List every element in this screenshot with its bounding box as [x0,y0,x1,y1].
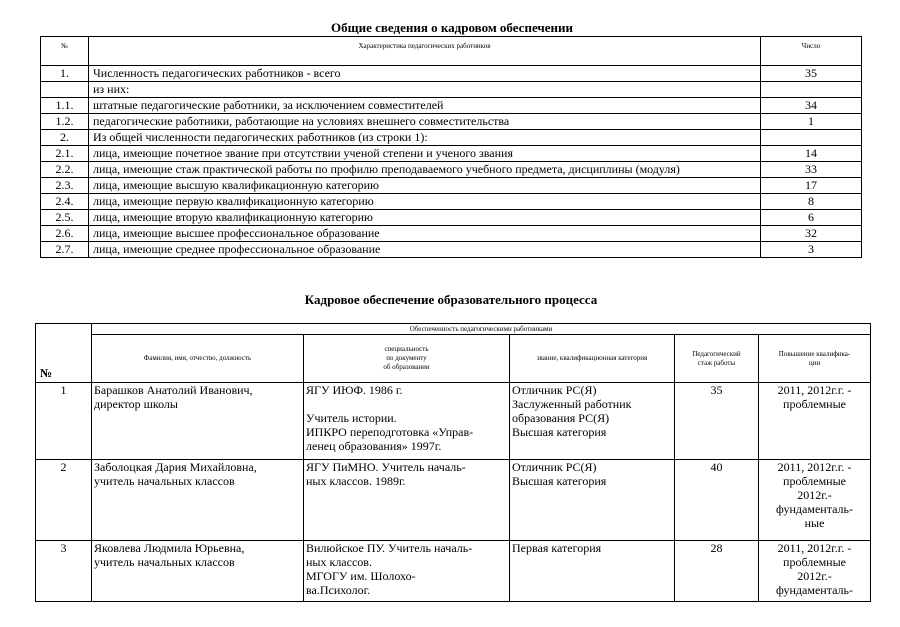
row-number: 1. [41,66,89,82]
table2-title: Кадровое обеспечение образовательного процесса [304,292,598,307]
specialty-line: ва.Психолог. [306,583,371,597]
header-specialty-line: об образовании [383,363,430,371]
header-specialty-line: специальность [384,345,429,353]
cell-rank [510,460,675,541]
rank-line: Высшая категория [512,474,607,488]
specialty-line: ленец образования» 1997г. [306,439,442,453]
table-row [41,178,862,194]
table-row [41,162,862,178]
cell-name [92,541,304,602]
training-line: 2011, 2012г.г. - [777,541,852,555]
row-label: педагогические работники, работающие на условиях внешнего совместительства [89,114,761,130]
staffing-summary-table [40,36,862,258]
specialty-line: МГОГУ им. Шолохо- [306,569,416,583]
cell-experience: 28 [675,541,759,602]
header-no: № [41,37,89,66]
row-number: 2.3. [41,178,89,194]
row-value: 3 [761,242,862,258]
name-line: учитель начальных классов [94,555,235,569]
table-row [41,210,862,226]
row-number: 2.7. [41,242,89,258]
name-line: Яковлева Людмила Юрьевна, [94,541,245,555]
table-row [41,242,862,258]
row-number: 2.2. [41,162,89,178]
row-number: 2 [36,460,92,541]
table-header-row [41,37,862,66]
cell-experience: 35 [675,383,759,460]
specialty-line: Учитель истории. [306,411,397,425]
training-line: 2012г.- [797,569,832,583]
table-row [41,82,862,98]
row-number: 2.4. [41,194,89,210]
training-line: проблемные [783,555,846,569]
header-training-line: ции [808,358,821,367]
row-number: 1.1. [41,98,89,114]
header-experience [675,335,759,383]
row-number: 2. [41,130,89,146]
header-characteristic: Характеристика педагогических работников [89,37,761,66]
cell-specialty [304,460,510,541]
name-line: учитель начальных классов [94,474,235,488]
header-no: № [36,324,92,383]
specialty-line: Вилюйское ПУ. Учитель началь- [306,541,473,555]
row-value: 14 [761,146,862,162]
header-count: Число [761,37,862,66]
cell-training [759,383,871,460]
row-value: 17 [761,178,862,194]
specialty-line [306,397,507,411]
cell-training [759,460,871,541]
rank-line: Заслуженный работник [512,397,632,411]
header-experience-line: стаж работы [697,358,736,367]
specialty-line: ЯГУ ПиМНО. Учитель началь- [306,460,466,474]
cell-specialty [304,383,510,460]
training-line: проблемные [783,474,846,488]
specialty-line: ЯГУ ИЮФ. 1986 г. [306,383,403,397]
training-line: 2012г.- [797,488,832,502]
specialty-line: ных классов. [306,555,372,569]
table-row [36,383,871,460]
rank-line: Отличник РС(Я) [512,383,597,397]
row-label: Из общей численности педагогических работников (из строки 1): [89,130,761,146]
row-number: 1 [36,383,92,460]
cell-rank [510,383,675,460]
row-label: из них: [89,82,761,98]
row-label: штатные педагогические работники, за исключением совместителей [89,98,761,114]
header-rank: звание, квалификационная категория [510,335,675,383]
row-label: лица, имеющие высшую квалификационную категорию [89,178,761,194]
training-line: 2011, 2012г.г. - [777,460,852,474]
cell-specialty [304,541,510,602]
cell-name [92,460,304,541]
cell-training [759,541,871,602]
name-line: директор школы [94,397,178,411]
header-experience-line: Педагогический [692,349,741,358]
row-value: 32 [761,226,862,242]
table-row [41,194,862,210]
training-line: фундаменталь- [776,583,853,597]
row-value: 35 [761,66,862,82]
training-line: проблемные [783,397,846,411]
header-group: Обеспеченность педагогическими работниками [92,324,871,335]
row-value: 33 [761,162,862,178]
table-row [41,130,862,146]
row-value: 1 [761,114,862,130]
name-line: Барашков Анатолий Иванович, [94,383,253,397]
training-line: ные [804,516,825,530]
header-training [759,335,871,383]
rank-line: Отличник РС(Я) [512,460,597,474]
staff-list-table [35,323,871,602]
table-row [36,460,871,541]
header-training-line: Повышение квалифика- [778,349,851,358]
cell-experience: 40 [675,460,759,541]
cell-name [92,383,304,460]
header-specialty-line: по документу [386,354,427,362]
row-label: лица, имеющие почетное звание при отсутствии ученой степени и ученого звания [89,146,761,162]
rank-line: образования РС(Я) [512,411,610,425]
row-number: 1.2. [41,114,89,130]
table-row [41,66,862,82]
specialty-line: ных классов. 1989г. [306,474,406,488]
table-row [36,541,871,602]
table-row [41,226,862,242]
name-line: Заболоцкая Дария Михайловна, [94,460,257,474]
header-specialty [304,335,510,383]
row-label: лица, имеющие стаж практической работы по профилю преподаваемого учебного предмета, дисциплины (модуля) [89,162,761,178]
row-value: 8 [761,194,862,210]
cell-rank [510,541,675,602]
row-number [41,82,89,98]
row-value: 6 [761,210,862,226]
table1-title: Общие сведения о кадровом обеспечении [331,20,573,35]
table-row [41,146,862,162]
row-number: 2.6. [41,226,89,242]
row-value [761,82,862,98]
row-number: 2.5. [41,210,89,226]
row-number: 3 [36,541,92,602]
row-value [761,130,862,146]
row-label: лица, имеющие вторую квалификационную категорию [89,210,761,226]
row-number: 2.1. [41,146,89,162]
rank-line: Высшая категория [512,425,607,439]
table-row [41,98,862,114]
header-name: Фамилия, имя, отчество, должность [92,335,304,383]
training-line: фундаменталь- [776,502,853,516]
row-value: 34 [761,98,862,114]
specialty-line: ИПКРО переподготовка «Управ- [306,425,474,439]
row-label: Численность педагогических работников - всего [89,66,761,82]
training-line: 2011, 2012г.г. - [777,383,852,397]
row-label: лица, имеющие среднее профессиональное образование [89,242,761,258]
row-label: лица, имеющие первую квалификационную категорию [89,194,761,210]
rank-line: Первая категория [512,541,602,555]
table-row [41,114,862,130]
row-label: лица, имеющие высшее профессиональное образование [89,226,761,242]
